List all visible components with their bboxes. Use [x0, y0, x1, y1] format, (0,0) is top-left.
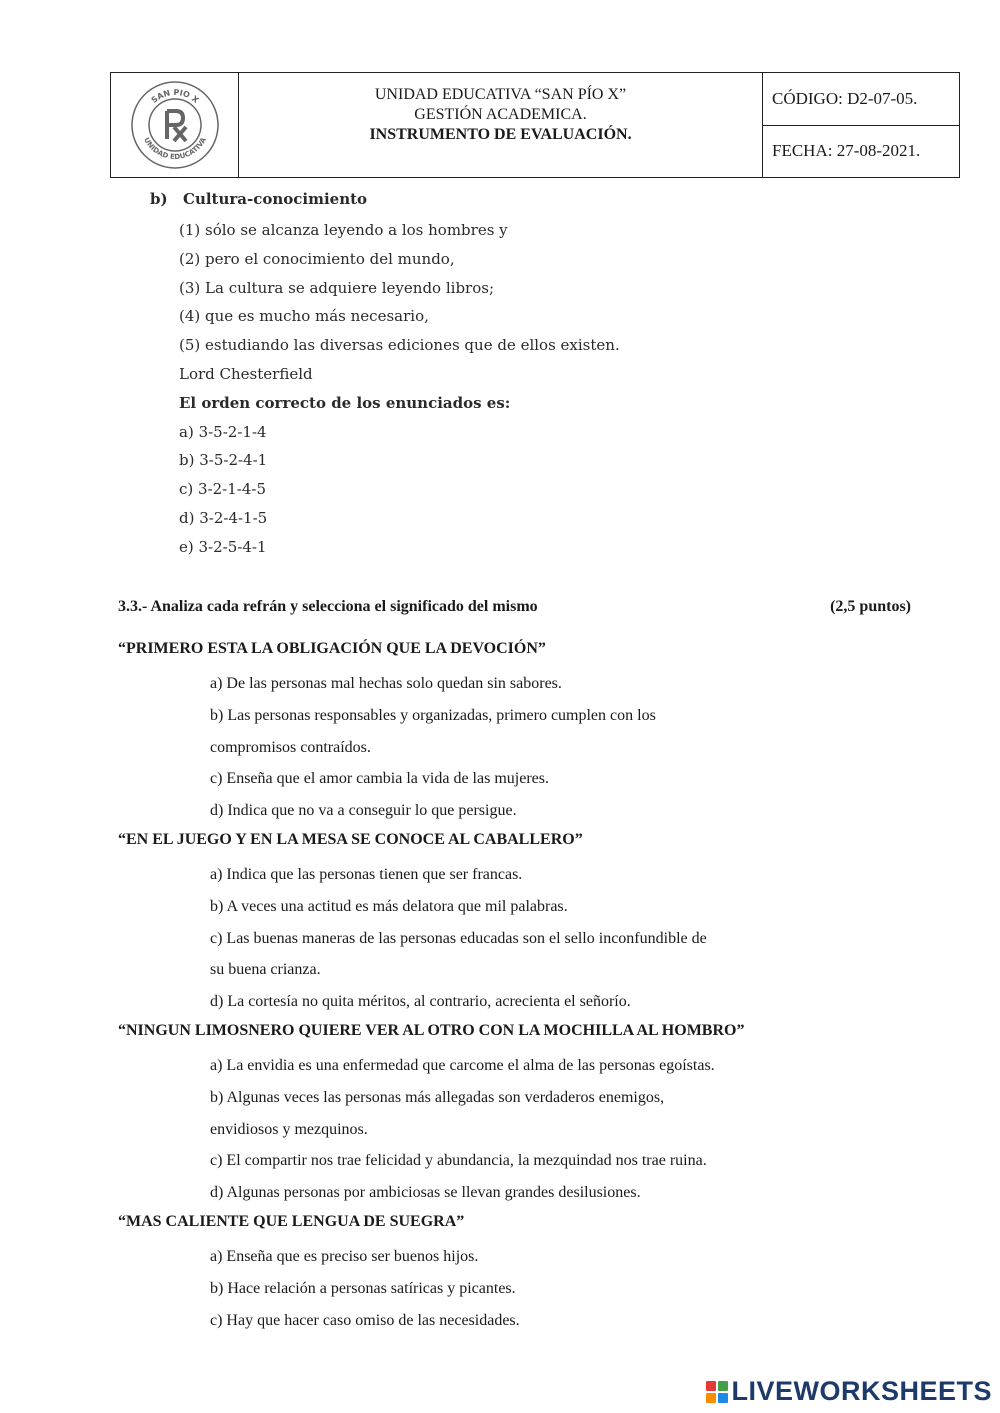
refran-option[interactable]: a) Indica que las personas tienen que ser francas. — [210, 865, 523, 883]
refran-option[interactable]: a) La envidia es una enfermedad que carcome el alma de las personas egoístas. — [210, 1056, 715, 1074]
refran-option[interactable]: b) Hace relación a personas satíricas y picantes. — [210, 1279, 516, 1297]
document-date: FECHA: 27-08-2021. — [772, 141, 921, 161]
watermark-block — [718, 1393, 728, 1403]
liveworksheets-blocks-icon — [706, 1381, 728, 1403]
statement-line: (4) que es mucho más necesario, — [179, 307, 429, 326]
refran-option[interactable]: c) Hay que hacer caso omiso de las necesidades. — [210, 1311, 520, 1329]
statement-line: (5) estudiando las diversas ediciones que de ellos existen. — [179, 336, 620, 355]
liveworksheets-watermark — [706, 1376, 992, 1407]
statement-line: (1) sólo se alcanza leyendo a los hombres y — [179, 221, 508, 239]
section-b — [150, 190, 620, 562]
order-option-a[interactable]: a) 3-5-2-1-4 — [179, 422, 267, 441]
statement-line: (2) pero el conocimiento del mundo, — [179, 249, 455, 268]
watermark-block — [706, 1393, 716, 1403]
order-option-b[interactable]: b) 3-5-2-4-1 — [179, 451, 268, 470]
question-3-3-heading — [118, 598, 911, 616]
refran-option[interactable]: d) Algunas personas por ambiciosas se llevan grandes desilusiones. — [210, 1184, 641, 1202]
code-date-cell — [763, 73, 959, 177]
refran-option[interactable]: d) La cortesía no quita méritos, al contrario, acrecienta el señorío. — [210, 993, 631, 1011]
refran-option[interactable]: b) Las personas responsables y organizadas, primero cumplen con los — [210, 706, 656, 724]
question-3-3-title: 3.3.- Analiza cada refrán y selecciona el significado del mismo — [118, 598, 538, 615]
refran-option[interactable]: b) A veces una actitud es más delatora que mil palabras. — [210, 897, 568, 915]
watermark-block — [718, 1381, 728, 1391]
refran-option-continuation[interactable]: envidiosos y mezquinos. — [210, 1120, 368, 1138]
refran-option[interactable]: a) De las personas mal hechas solo quedan sin sabores. — [210, 675, 562, 692]
refran-title: “PRIMERO ESTA LA OBLIGACIÓN QUE LA DEVOCIÓN” — [118, 640, 546, 657]
document-header — [110, 72, 960, 178]
document-code: CÓDIGO: D2-07-05. — [763, 73, 959, 126]
school-seal-icon — [129, 79, 221, 171]
refranes-list — [118, 636, 918, 1336]
refran-option[interactable]: c) Enseña que el amor cambia la vida de las mujeres. — [210, 770, 549, 788]
section-b-letter: b) — [150, 190, 168, 208]
department-name: GESTIÓN ACADEMICA. — [414, 106, 587, 123]
refran-option[interactable]: c) Las buenas maneras de las personas educadas son el sello inconfundible de — [210, 929, 707, 947]
watermark-block — [706, 1381, 716, 1391]
refran-option[interactable]: c) El compartir nos trae felicidad y abundancia, la mezquindad nos trae ruina. — [210, 1152, 707, 1170]
svg-text:UNIDAD EDUCATIVA: UNIDAD EDUCATIVA — [141, 136, 208, 162]
refran-option-continuation[interactable]: su buena crianza. — [210, 961, 321, 979]
refran-option[interactable]: a) Enseña que es preciso ser buenos hijos. — [210, 1247, 479, 1265]
question-3-3-points: (2,5 puntos) — [830, 598, 911, 615]
refran-option[interactable]: d) Indica que no va a conseguir lo que persigue. — [210, 802, 517, 820]
refran-title: “NINGUN LIMOSNERO QUIERE VER AL OTRO CON LA MOCHILLA AL HOMBRO” — [118, 1021, 745, 1039]
order-question: El orden correcto de los enunciados es: — [179, 393, 511, 412]
refran-option[interactable]: b) Algunas veces las personas más allegadas son verdaderos enemigos, — [210, 1088, 665, 1106]
quote-author: Lord Chesterfield — [179, 364, 313, 383]
section-b-heading — [150, 190, 620, 208]
refran-title: “EN EL JUEGO Y EN LA MESA SE CONOCE AL CABALLERO” — [118, 830, 583, 848]
instrument-title: INSTRUMENTO DE EVALUACIÓN. — [369, 126, 632, 143]
header-title-cell — [239, 73, 763, 177]
statement-line: (3) La cultura se adquiere leyendo libros; — [179, 278, 494, 297]
liveworksheets-text: LIVEWORKSHEETS — [731, 1376, 992, 1406]
refran-option-continuation[interactable]: compromisos contraídos. — [210, 738, 371, 756]
refran-title: “MAS CALIENTE QUE LENGUA DE SUEGRA” — [118, 1212, 465, 1230]
svg-text:SAN PIO X: SAN PIO X — [149, 87, 200, 105]
order-option-d[interactable]: d) 3-2-4-1-5 — [179, 508, 268, 527]
order-option-c[interactable]: c) 3-2-1-4-5 — [179, 480, 267, 499]
order-option-e[interactable]: e) 3-2-5-4-1 — [179, 537, 267, 556]
section-b-title: Cultura-conocimiento — [183, 190, 368, 208]
logo-cell — [111, 73, 239, 177]
school-name: UNIDAD EDUCATIVA “SAN PÍO X” — [374, 86, 627, 103]
